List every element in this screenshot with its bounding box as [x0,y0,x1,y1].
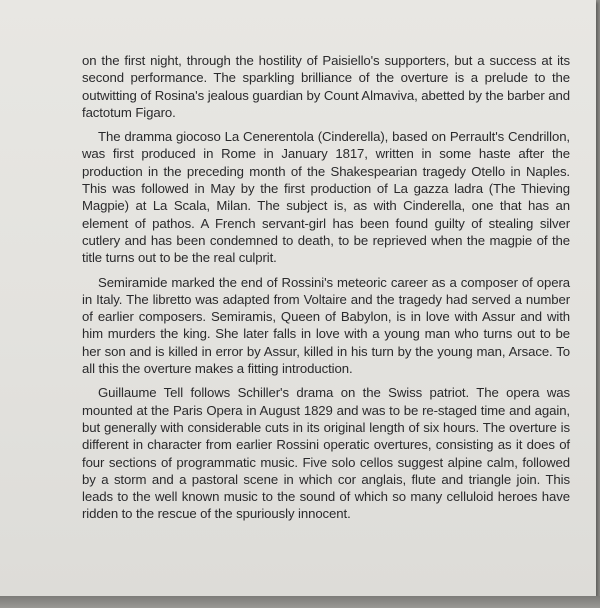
page-edge-shadow [0,596,600,608]
paragraph-cenerentola: The dramma giocoso La Cenerentola (Cinderella), based on Perrault's Cendrillon, was first produced in Rome in January 1817, written in some haste after the production in the preceding month of the Shakespearian tragedy Otello in Naples. This was followed in May by the first production of La gazza ladra (The Thieving Magpie) at La Scala, Milan. The subject is, as with Cinderella, one that has an element of pathos. A French servant-girl has been found guilty of stealing silver cutlery and has been condemned to death, to be reprieved when the magpie of the title turns out to be the real culprit. [82,129,570,266]
paragraph-guillaume-tell: Guillaume Tell follows Schiller's drama on the Swiss patriot. The opera was mounted at the Paris Opera in August 1829 and was to be re-staged time and again, but generally with considerable cuts in its original length of six hours. The overture is different in character from earlier Rossini operatic overtures, consisting as it does of four sections of programmatic music. Five solo cellos suggest alpine calm, followed by a storm and a pastoral scene in which cor anglais, flute and triangle join. This leads to the well known music to the sound of which so many celluloid heroes have ridden to the rescue of the spuriously innocent. [82,385,570,522]
text-column [82,52,570,530]
paragraph-semiramide: Semiramide marked the end of Rossini's meteoric career as a composer of opera in Italy. The libretto was adapted from Voltaire and the tragedy had served a number of earlier composers. Semiramis, Queen of Babylon, is in love with Assur and with him murders the king. She later falls in love with a young man who turns out to be her son and is killed in error by Assur, killed in his turn by the young man, Arsace. To all this the overture makes a fitting introduction. [82,274,570,377]
paragraph-barber-continuation: on the first night, through the hostility of Paisiello's supporters, but a success at its second performance. The sparkling brilliance of the overture is a prelude to the outwitting of Rosina's jealous guardian by Count Almaviva, abetted by the barber and factotum Figaro. [82,53,570,120]
